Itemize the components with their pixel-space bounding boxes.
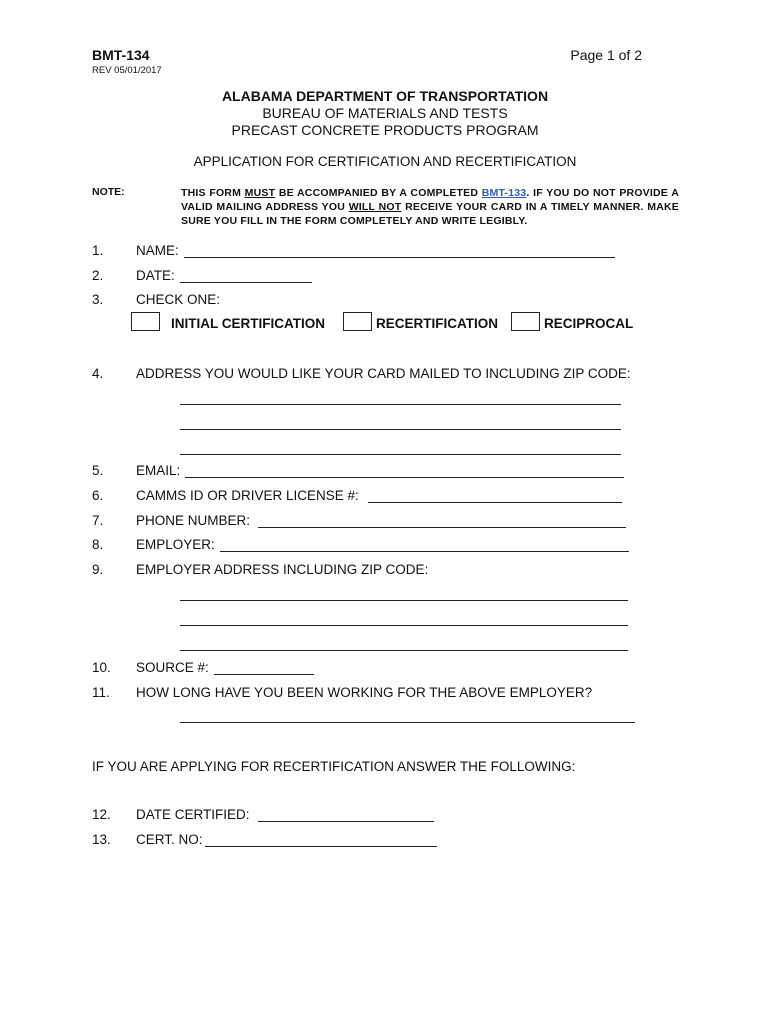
date-label: DATE: [136, 268, 175, 283]
employer-address-line-2[interactable] [180, 625, 628, 626]
reciprocal-label: RECIPROCAL [544, 316, 634, 331]
mailing-address-label: ADDRESS YOU WOULD LIKE YOUR CARD MAILED TO INCLUDING ZIP CODE: [136, 366, 631, 381]
recertification-heading: IF YOU ARE APPLYING FOR RECERTIFICATION ANSWER THE FOLLOWING: [92, 759, 576, 774]
recertification-label: RECERTIFICATION [376, 316, 498, 331]
cert-number-label: CERT. NO: [136, 832, 203, 847]
field-5-number: 5. [92, 463, 104, 478]
check-one-label: CHECK ONE: [136, 292, 221, 307]
bureau-title: BUREAU OF MATERIALS AND TESTS [262, 105, 508, 121]
source-field[interactable] [214, 674, 314, 675]
date-certified-label: DATE CERTIFIED: [136, 807, 250, 822]
recertification-checkbox[interactable] [343, 312, 372, 331]
agency-title: ALABAMA DEPARTMENT OF TRANSPORTATION [221, 88, 549, 104]
field-8-number: 8. [92, 537, 104, 552]
note-must: MUST [244, 187, 276, 199]
program-title: PRECAST CONCRETE PRODUCTS PROGRAM [231, 122, 539, 138]
employer-address-line-1[interactable] [180, 600, 628, 601]
field-6-number: 6. [92, 488, 104, 503]
mailing-address-line-2[interactable] [180, 429, 621, 430]
employment-duration-label: HOW LONG HAVE YOU BEEN WORKING FOR THE ABOVE EMPLOYER? [136, 685, 593, 700]
field-3-number: 3. [92, 292, 104, 307]
employment-duration-field[interactable] [180, 722, 635, 723]
employer-address-line-3[interactable] [180, 650, 628, 651]
note-will-not: WILL NOT [348, 201, 402, 213]
phone-number-label: PHONE NUMBER: [136, 513, 251, 528]
camms-id-label: CAMMS ID OR DRIVER LICENSE #: [136, 488, 359, 503]
date-certified-field[interactable] [258, 821, 434, 822]
note-label: NOTE: [92, 186, 125, 198]
cert-number-field[interactable] [205, 846, 437, 847]
name-label: NAME: [136, 243, 179, 258]
source-label: SOURCE #: [136, 660, 209, 675]
page-number: Page 1 of 2 [570, 47, 642, 63]
field-12-number: 12. [92, 807, 111, 822]
field-9-number: 9. [92, 562, 104, 577]
note-text [181, 186, 679, 228]
employer-label: EMPLOYER: [136, 537, 215, 552]
field-4-number: 4. [92, 366, 104, 381]
reciprocal-checkbox[interactable] [511, 312, 540, 331]
revision-date: REV 05/01/2017 [92, 65, 162, 76]
date-field[interactable] [180, 282, 312, 283]
application-title: APPLICATION FOR CERTIFICATION AND RECERTIFICATION [193, 154, 577, 169]
bmt-133-link[interactable]: BMT-133 [481, 187, 527, 199]
note-part-3: . IF YOU DO NOT PROVIDE A VALID MAILING ADDRESS YOU [181, 187, 679, 213]
field-11-number: 11. [92, 685, 110, 700]
note-part-2: BE ACCOMPANIED BY A COMPLETED [275, 187, 482, 199]
note-part-4: RECEIVE YOUR CARD IN A TIMELY MANNER. MAKE SURE YOU FILL IN THE FORM COMPLETELY AND WRITE LEGIBLY. [181, 201, 679, 227]
field-2-number: 2. [92, 268, 104, 283]
name-field[interactable] [184, 257, 615, 258]
camms-id-field[interactable] [368, 502, 622, 503]
mailing-address-line-3[interactable] [180, 454, 621, 455]
email-field[interactable] [185, 477, 624, 478]
initial-certification-checkbox[interactable] [131, 312, 160, 331]
employer-address-label: EMPLOYER ADDRESS INCLUDING ZIP CODE: [136, 562, 429, 577]
phone-number-field[interactable] [258, 527, 626, 528]
form-code: BMT-134 [92, 47, 150, 63]
field-1-number: 1. [92, 243, 104, 258]
field-13-number: 13. [92, 832, 111, 847]
field-10-number: 10. [92, 660, 111, 675]
initial-certification-label: INITIAL CERTIFICATION [171, 316, 325, 331]
note-part-1: THIS FORM [181, 187, 245, 199]
field-7-number: 7. [92, 513, 104, 528]
email-label: EMAIL: [136, 463, 181, 478]
employer-field[interactable] [220, 551, 629, 552]
mailing-address-line-1[interactable] [180, 404, 621, 405]
